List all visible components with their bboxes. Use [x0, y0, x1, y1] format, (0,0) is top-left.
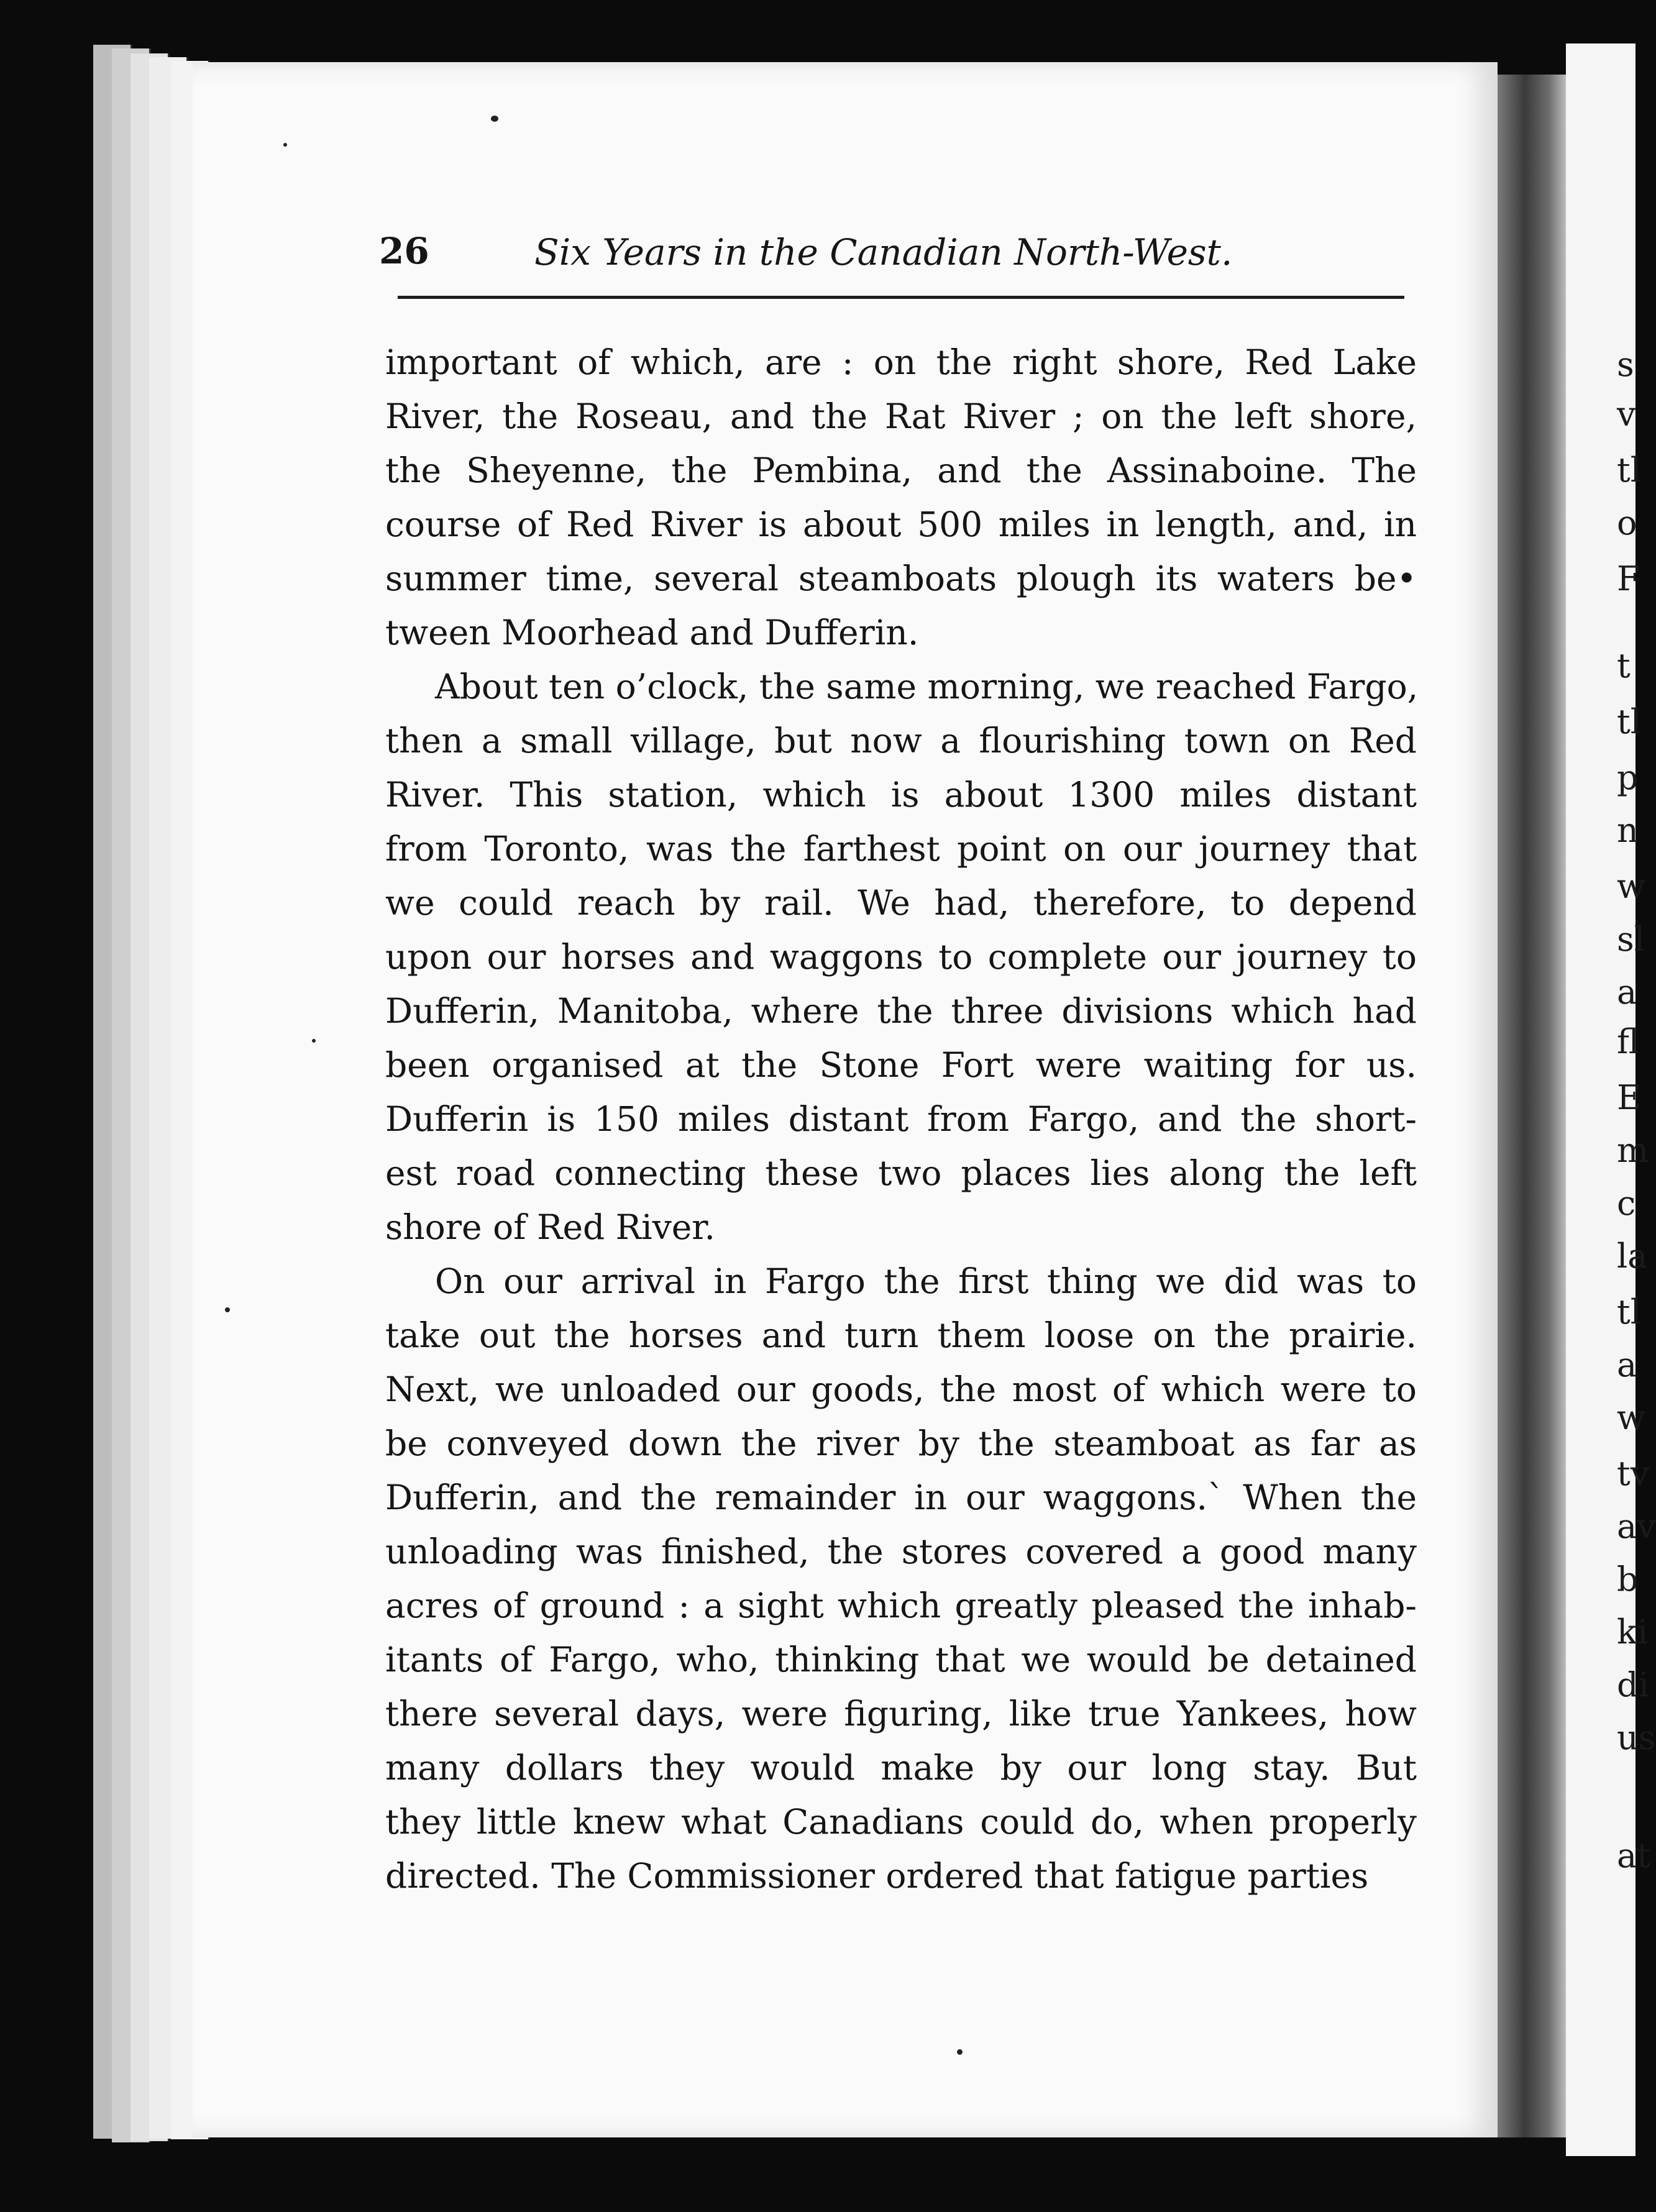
text-line: unloading was finished, the stores covered a good many [385, 1532, 1417, 1571]
text-line: Dufferin, Manitoba, where the three divisions which had [385, 991, 1417, 1031]
text-line: About ten o’clock, the same morning, we reached Fargo, [435, 667, 1419, 706]
text-line: be conveyed down the river by the steamboat as far as [385, 1424, 1417, 1463]
facing-page-fragment: v [1617, 395, 1636, 434]
facing-page-fragment: m [1617, 1131, 1649, 1170]
facing-page-fragment: sl [1617, 920, 1645, 959]
facing-page-fragment: a [1617, 972, 1637, 1012]
text-line: River. This station, which is about 1300 miles distant [385, 775, 1417, 815]
facing-page-fragment: s [1617, 345, 1634, 384]
text-line: been organised at the Stone Fort were waiting for us. [385, 1045, 1417, 1085]
running-head [379, 230, 1411, 280]
text-line: summer time, several steamboats plough its waters be• [385, 559, 1417, 598]
page-number: 26 [379, 230, 429, 272]
text-line: tween Moorhead and Dufferin. [385, 613, 919, 652]
text-line: directed. The Commissioner ordered that fatigue parties [385, 1856, 1369, 1896]
facing-page-fragment: tl [1617, 1292, 1641, 1332]
facing-page-fragment: p [1617, 758, 1639, 797]
facing-page-fragment: tl [1617, 702, 1641, 741]
facing-page-fragment: n [1617, 811, 1639, 850]
facing-page-fragment: t [1617, 646, 1631, 685]
text-line: On our arrival in Fargo the first thing we did was to [435, 1261, 1417, 1301]
text-line: River, the Roseau, and the Rat River ; on the left shore, [385, 396, 1417, 436]
text-line: take out the horses and turn them loose on the prairie. [385, 1315, 1417, 1355]
facing-page-fragment: o [1617, 503, 1637, 542]
facing-page-fragment: di [1617, 1665, 1649, 1704]
facing-page-fragment: at [1617, 1836, 1650, 1875]
text-line: the Sheyenne, the Pembina, and the Assinaboine. The [385, 450, 1417, 490]
facing-page-fragment: la [1617, 1236, 1648, 1276]
body-text [385, 336, 1417, 1903]
text-line: many dollars they would make by our long stay. But [385, 1748, 1417, 1788]
facing-page-fragment: b [1617, 1560, 1639, 1599]
print-speck [283, 143, 287, 147]
text-line: course of Red River is about 500 miles in length, and, in [385, 505, 1417, 544]
print-speck [957, 2049, 963, 2055]
text-line: they little knew what Canadians could do, when properly [385, 1802, 1417, 1842]
facing-page-fragment: tl [1617, 450, 1641, 490]
facing-page-fragment: c [1617, 1184, 1636, 1223]
text-line: from Toronto, was the farthest point on our journey that [385, 829, 1417, 869]
facing-page-fragment: a [1617, 1345, 1637, 1384]
text-line: Dufferin is 150 miles distant from Fargo, and the short- [385, 1099, 1417, 1139]
text-line: Next, we unloaded our goods, the most of which were to [385, 1369, 1417, 1409]
facing-page-fragment: fl [1617, 1022, 1640, 1061]
facing-page-fragment: ki [1617, 1612, 1648, 1652]
text-line: we could reach by rail. We had, therefore, to depend [385, 883, 1417, 923]
text-line: important of which, are : on the right shore, Red Lake [385, 342, 1417, 382]
text-line: there several days, were figuring, like true Yankees, how [385, 1694, 1417, 1734]
facing-page [1566, 43, 1656, 2156]
text-line: est road connecting these two places lies along the left [385, 1153, 1417, 1193]
facing-page-fragment: w [1617, 1398, 1646, 1437]
facing-page-fragment: us [1617, 1718, 1656, 1757]
text-line: acres of ground : a sight which greatly pleased the inhab- [385, 1586, 1417, 1625]
head-rule [398, 296, 1404, 299]
facing-page-fragment: av [1617, 1507, 1656, 1546]
text-line: then a small village, but now a flourishing town on Red [385, 721, 1417, 761]
text-line: shore of Red River. [385, 1207, 716, 1247]
book-gutter [1498, 75, 1566, 2137]
facing-page-fragment: F [1617, 559, 1640, 598]
print-speck [491, 116, 498, 122]
facing-page-fragment: tv [1617, 1454, 1650, 1493]
text-line: itants of Fargo, who, thinking that we would be detained [385, 1640, 1417, 1680]
text-line: upon our horses and waggons to complete our journey to [385, 937, 1417, 977]
print-speck [225, 1307, 230, 1312]
print-speck [312, 1039, 316, 1043]
running-title: Six Years in the Canadian North-West. [534, 231, 1233, 273]
text-line: Dufferin, and the remainder in our waggons.` When the [385, 1478, 1417, 1517]
facing-page-fragment: w [1617, 867, 1646, 906]
facing-page-fragment: E [1617, 1078, 1642, 1117]
